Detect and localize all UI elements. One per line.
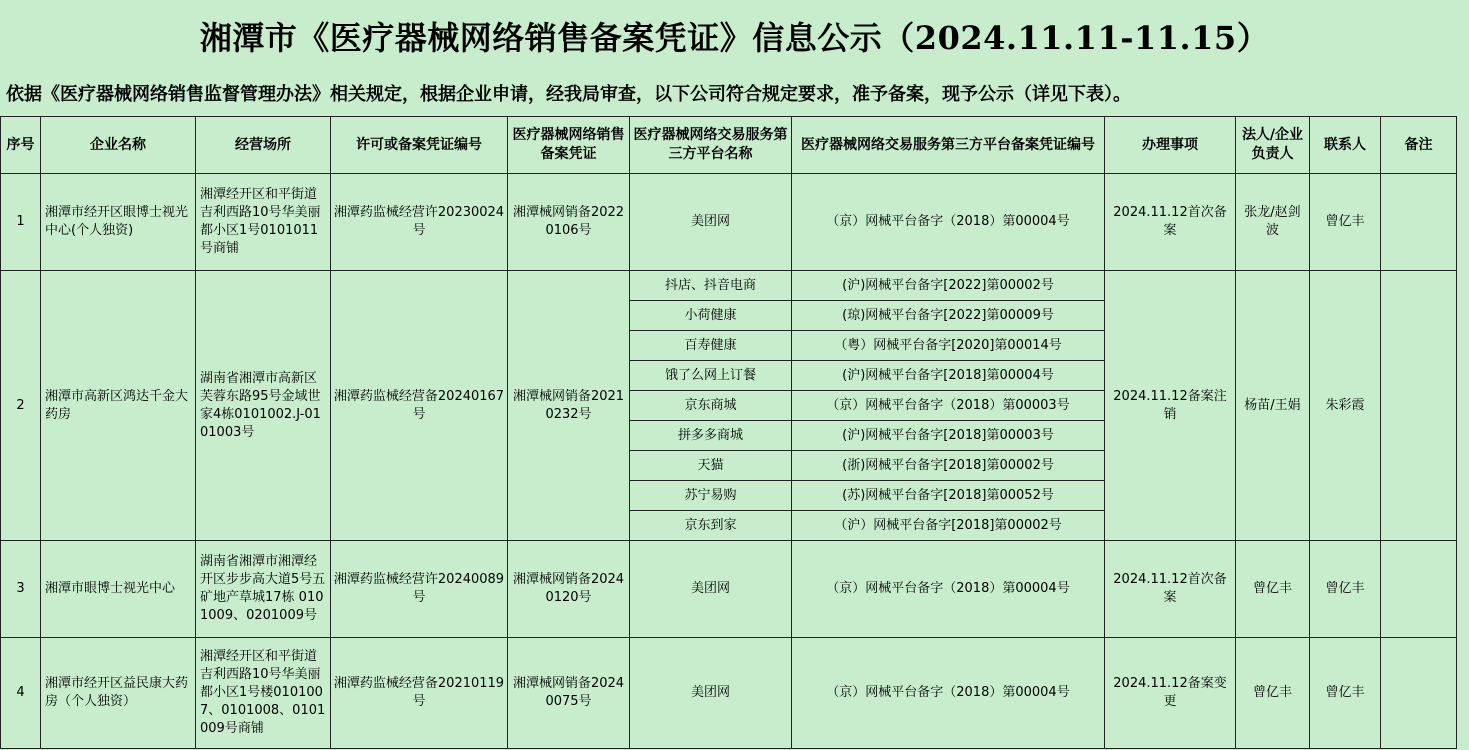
header-row	[1, 117, 1457, 174]
cell-company[interactable]: 湘潭市眼博士视光中心	[41, 541, 196, 638]
cell-contact[interactable]: 朱彩霞	[1310, 271, 1381, 541]
cell-matter[interactable]: 2024.11.12备案变更	[1105, 638, 1236, 749]
cell-remark[interactable]	[1381, 174, 1457, 271]
cell-company[interactable]: 湘潭市高新区鸿达千金大药房	[41, 271, 196, 541]
cell-cert[interactable]: 湘潭械网销备20210232号	[508, 271, 630, 541]
cell-license[interactable]: 湘潭药监械经营备20210119号	[331, 638, 508, 749]
cell-platform-code[interactable]: (浙)网械平台备字[2018]第00002号	[792, 451, 1105, 481]
cell-platform-name[interactable]: 饿了么网上订餐	[630, 361, 792, 391]
cell-platform-code[interactable]: (沪)网械平台备字[2018]第00004号	[792, 361, 1105, 391]
header-cell-cert[interactable]: 医疗器械网络销售备案凭证	[508, 117, 630, 174]
header-cell-no[interactable]: 序号	[1, 117, 41, 174]
cell-legal[interactable]: 曾亿丰	[1236, 541, 1310, 638]
page-title: 湘潭市《医疗器械网络销售备案凭证》信息公示（2024.11.11-11.15）	[199, 19, 1270, 57]
cell-platform-code[interactable]: (沪)网械平台备字[2022]第00002号	[792, 271, 1105, 301]
header-cell-address[interactable]: 经营场所	[196, 117, 331, 174]
cell-platform-code[interactable]: （粤）网械平台备字[2020]第00014号	[792, 331, 1105, 361]
cell-cert[interactable]: 湘潭械网销备20220106号	[508, 174, 630, 271]
cell-platform-name[interactable]: 美团网	[630, 541, 792, 638]
cell-platform-code[interactable]: （京）网械平台备字（2018）第00003号	[792, 391, 1105, 421]
cell-platform-name[interactable]: 京东到家	[630, 511, 792, 541]
cell-license[interactable]: 湘潭药监械经营备20240167号	[331, 271, 508, 541]
cell-no[interactable]: 4	[1, 638, 41, 749]
cell-platform-name[interactable]: 拼多多商城	[630, 421, 792, 451]
cell-no[interactable]: 2	[1, 271, 41, 541]
cell-matter[interactable]: 2024.11.12首次备案	[1105, 174, 1236, 271]
cell-cert[interactable]: 湘潭械网销备20240075号	[508, 638, 630, 749]
cell-company[interactable]: 湘潭市经开区益民康大药房（个人独资）	[41, 638, 196, 749]
cell-matter[interactable]: 2024.11.12备案注销	[1105, 271, 1236, 541]
cell-matter[interactable]: 2024.11.12首次备案	[1105, 541, 1236, 638]
cell-platform-code[interactable]: (琼)网械平台备字[2022]第00009号	[792, 301, 1105, 331]
table-row	[1, 271, 1457, 301]
table-row	[1, 638, 1457, 749]
cell-remark[interactable]	[1381, 541, 1457, 638]
header-cell-contact[interactable]: 联系人	[1310, 117, 1381, 174]
cell-platform-code[interactable]: （京）网械平台备字（2018）第00004号	[792, 174, 1105, 271]
cell-contact[interactable]: 曾亿丰	[1310, 638, 1381, 749]
cell-remark[interactable]	[1381, 638, 1457, 749]
cell-platform-name[interactable]: 抖店、抖音电商	[630, 271, 792, 301]
header-cell-platform-code[interactable]: 医疗器械网络交易服务第三方平台备案凭证编号	[792, 117, 1105, 174]
cell-address[interactable]: 湘潭经开区和平街道吉利西路10号华美丽都小区1号楼0101007、0101008、0101009号商铺	[196, 638, 331, 749]
cell-address[interactable]: 湖南省湘潭市湘潭经开区步步高大道5号五矿地产草城17栋 0101009、0201009号	[196, 541, 331, 638]
cell-remark[interactable]	[1381, 271, 1457, 541]
cell-platform-code[interactable]: (苏)网械平台备字[2018]第00052号	[792, 481, 1105, 511]
header-cell-platform-name[interactable]: 医疗器械网络交易服务第三方平台名称	[630, 117, 792, 174]
cell-platform-code[interactable]: （京）网械平台备字（2018）第00004号	[792, 541, 1105, 638]
cell-platform-code[interactable]: （京）网械平台备字（2018）第00004号	[792, 638, 1105, 749]
cell-platform-name[interactable]: 小荷健康	[630, 301, 792, 331]
cell-company[interactable]: 湘潭市经开区眼博士视光中心(个人独资)	[41, 174, 196, 271]
cell-contact[interactable]: 曾亿丰	[1310, 174, 1381, 271]
cell-platform-code[interactable]: （沪）网械平台备字[2018]第00002号	[792, 511, 1105, 541]
cell-platform-name[interactable]: 百寿健康	[630, 331, 792, 361]
cell-platform-code[interactable]: (沪)网械平台备字[2018]第00003号	[792, 421, 1105, 451]
registration-table	[0, 116, 1457, 749]
cell-platform-name[interactable]: 京东商城	[630, 391, 792, 421]
page-subtitle: 依据《医疗器械网络销售监督管理办法》相关规定，根据企业申请，经我局审查，以下公司符合规定要求，准予备案，现予公示（详见下表）。	[6, 84, 1131, 105]
cell-address[interactable]: 湖南省湘潭市高新区芙蓉东路95号金域世家4栋0101002.J-0101003号	[196, 271, 331, 541]
cell-platform-name[interactable]: 苏宁易购	[630, 481, 792, 511]
cell-address[interactable]: 湘潭经开区和平街道吉利西路10号华美丽都小区1号0101011号商铺	[196, 174, 331, 271]
header-cell-company[interactable]: 企业名称	[41, 117, 196, 174]
header-cell-remark[interactable]: 备注	[1381, 117, 1457, 174]
cell-license[interactable]: 湘潭药监械经营许20230024号	[331, 174, 508, 271]
table-row	[1, 541, 1457, 638]
cell-contact[interactable]: 曾亿丰	[1310, 541, 1381, 638]
header-cell-matter[interactable]: 办理事项	[1105, 117, 1236, 174]
header-cell-legal[interactable]: 法人/企业负责人	[1236, 117, 1310, 174]
cell-platform-name[interactable]: 天猫	[630, 451, 792, 481]
cell-platform-name[interactable]: 美团网	[630, 638, 792, 749]
cell-legal[interactable]: 张龙/赵剑波	[1236, 174, 1310, 271]
cell-platform-name[interactable]: 美团网	[630, 174, 792, 271]
cell-no[interactable]: 1	[1, 174, 41, 271]
cell-cert[interactable]: 湘潭械网销备20240120号	[508, 541, 630, 638]
table-row	[1, 174, 1457, 271]
cell-license[interactable]: 湘潭药监械经营许20240089号	[331, 541, 508, 638]
cell-legal[interactable]: 杨苗/王娟	[1236, 271, 1310, 541]
cell-legal[interactable]: 曾亿丰	[1236, 638, 1310, 749]
cell-no[interactable]: 3	[1, 541, 41, 638]
header-cell-license[interactable]: 许可或备案凭证编号	[331, 117, 508, 174]
